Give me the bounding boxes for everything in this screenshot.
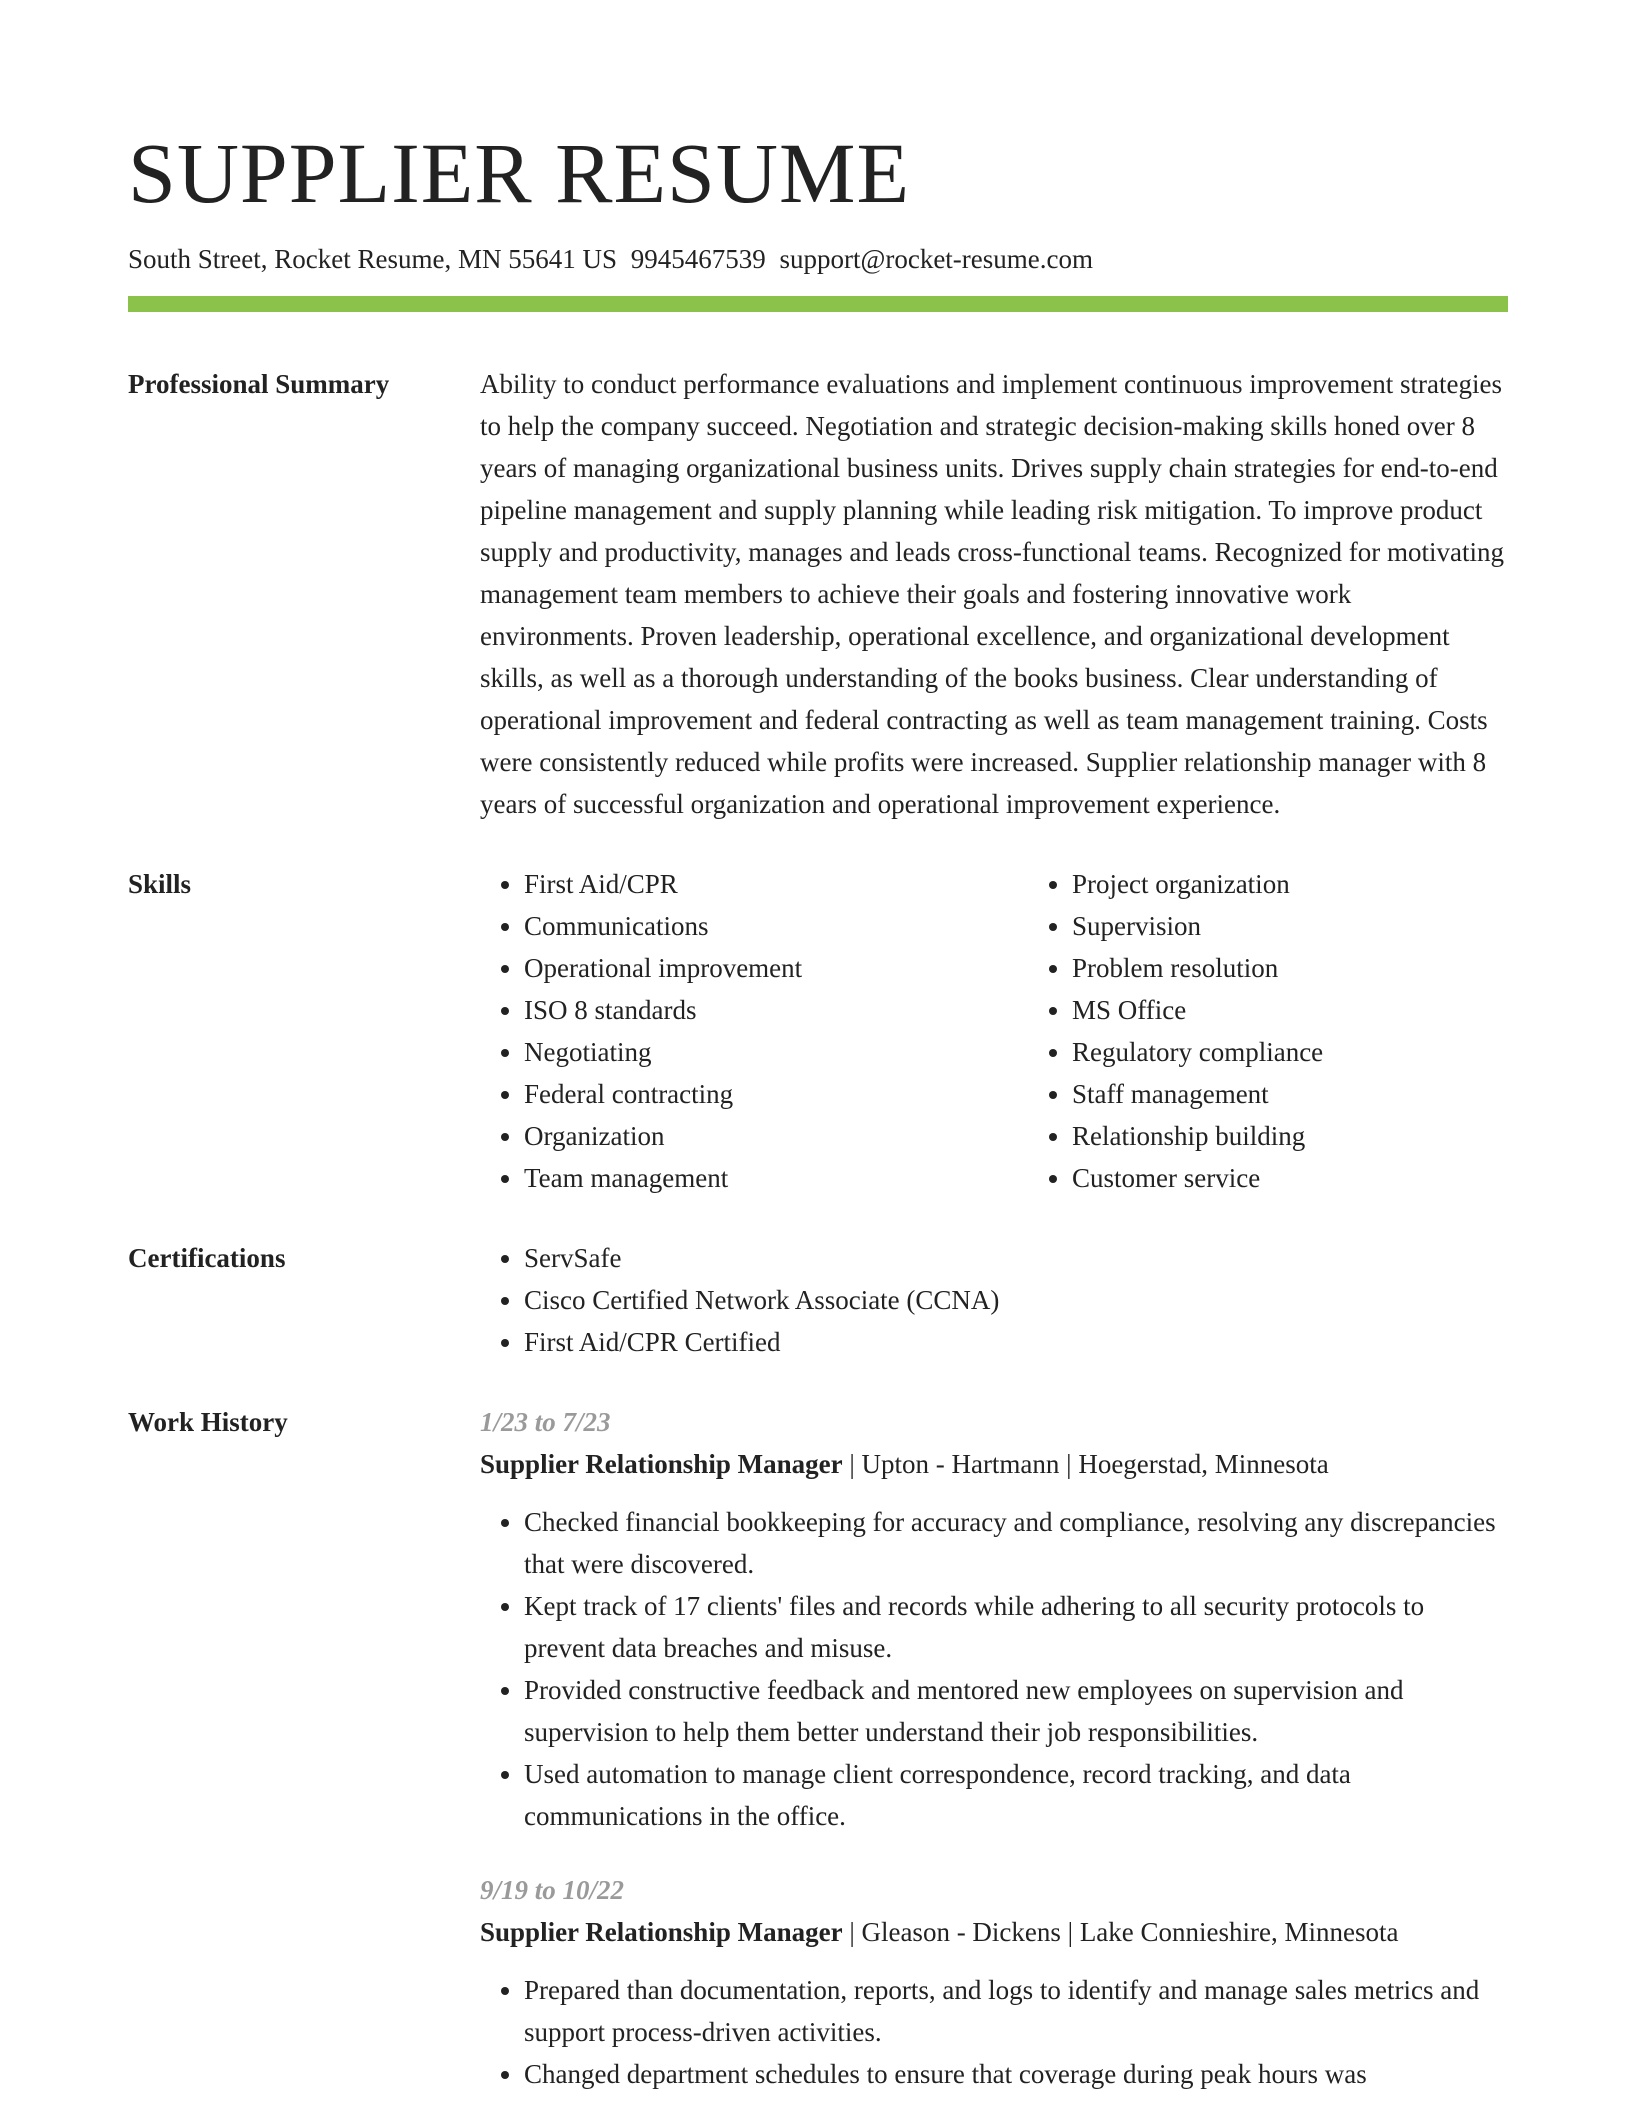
job-dates: 1/23 to 7/23 (480, 1407, 611, 1438)
summary-text: Ability to conduct performance evaluations and implement continuous improvement strategies to help the company succeed. Negotiation and strategic decision-making skills honed over 8 years of managing organizational business units. Drives supply chain strategies for end-to-end pipeline management and supply planning while leading risk mitigation. To improve product supply and productivity, manages and leads cross-functional teams. Recognized for motivating management team members to achieve their goals and fostering innovative work environments. Proven leadership, operational excellence, and organizational development skills, as well as a thorough understanding of the books business. Clear understanding of operational improvement and federal contracting as well as team management training. Costs were consistently reduced while profits were increased. Supplier relationship manager with 8 years of successful organization and operational improvement experience. (480, 369, 1504, 820)
certifications-heading: Certifications (128, 1243, 286, 1274)
job-duty-item: • Prepared than documentation, reports, and logs to identify and manage sales metrics and support process-driven activities. (524, 1969, 1508, 2053)
summary-section (128, 363, 1508, 825)
work-history-heading: Work History (128, 1407, 288, 1438)
job-employer-location: | Gleason - Dickens | Lake Connieshire, Minnesota (842, 1917, 1399, 1948)
skill-item: • Organization (524, 1115, 1028, 1157)
job-duty-item: • Kept track of 17 clients' files and records while adhering to all security protocols to prevent data breaches and misuse. (524, 1585, 1508, 1669)
skill-item: • Federal contracting (524, 1073, 1028, 1115)
skill-item: • Customer service (1072, 1157, 1576, 1199)
job-dates: 9/19 to 10/22 (480, 1875, 625, 1906)
skill-item: • Regulatory compliance (1072, 1031, 1576, 1073)
certifications-list (480, 1237, 1508, 1363)
job-duty-item: • Changed department schedules to ensure that coverage during peak hours was (524, 2053, 1508, 2095)
skill-item: • Communications (524, 905, 1028, 947)
contact-email: support@rocket-resume.com (779, 244, 1094, 274)
skill-item: • Problem resolution (1072, 947, 1576, 989)
job-duties-list (480, 1969, 1508, 2095)
job-duties-list (480, 1501, 1508, 1837)
certifications-section (128, 1237, 1508, 1363)
contact-address: South Street, Rocket Resume, MN 55641 US (128, 244, 617, 274)
skill-item: • Supervision (1072, 905, 1576, 947)
job-duty-item: • Provided constructive feedback and mentored new employees on supervision and supervision to help them better understand their job responsibilities. (524, 1669, 1508, 1753)
skills-list-right (1028, 863, 1576, 1199)
skill-item: • Relationship building (1072, 1115, 1576, 1157)
summary-heading: Professional Summary (128, 369, 390, 400)
resume-name: SUPPLIER RESUME (128, 125, 910, 221)
job-header (480, 1443, 1508, 1485)
job-entry (480, 1869, 1508, 2095)
skill-item: • Project organization (1072, 863, 1576, 905)
skill-item: • Staff management (1072, 1073, 1576, 1115)
work-history-entries (480, 1401, 1508, 2127)
certification-item: • First Aid/CPR Certified (524, 1321, 1508, 1363)
work-history-section (128, 1401, 1508, 2127)
job-header (480, 1911, 1508, 1953)
skills-section (128, 863, 1508, 1199)
certification-item: • ServSafe (524, 1237, 1508, 1279)
job-duty-item: • Checked financial bookkeeping for accuracy and compliance, resolving any discrepancies that were discovered. (524, 1501, 1508, 1585)
contact-phone: 9945467539 (630, 244, 766, 274)
accent-divider (128, 296, 1508, 312)
job-title: Supplier Relationship Manager (480, 1449, 843, 1480)
certification-item: • Cisco Certified Network Associate (CCNA) (524, 1279, 1508, 1321)
skills-list-left (480, 863, 1028, 1199)
skill-item: • Operational improvement (524, 947, 1028, 989)
contact-line (128, 242, 1508, 277)
skills-heading: Skills (128, 869, 192, 900)
skill-item: • First Aid/CPR (524, 863, 1028, 905)
skill-item: • Team management (524, 1157, 1028, 1199)
skill-item: • MS Office (1072, 989, 1576, 1031)
job-duty-item: • Used automation to manage client correspondence, record tracking, and data communications in the office. (524, 1753, 1508, 1837)
job-entry (480, 1401, 1508, 1837)
skill-item: • ISO 8 standards (524, 989, 1028, 1031)
job-title: Supplier Relationship Manager (480, 1917, 843, 1948)
skill-item: • Negotiating (524, 1031, 1028, 1073)
job-employer-location: | Upton - Hartmann | Hoegerstad, Minnesota (842, 1449, 1329, 1480)
